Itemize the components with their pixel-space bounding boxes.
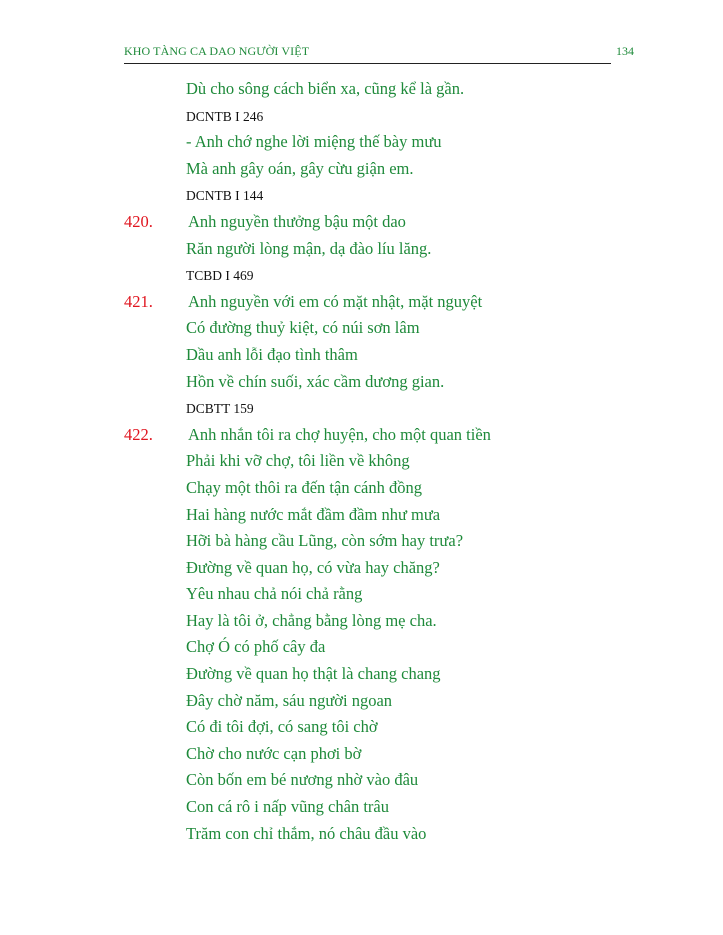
verse-text: Răn người lòng mận, dạ đào líu lăng. — [186, 238, 432, 258]
verse-text: Hai hàng nước mắt đầm đầm như mưa — [186, 504, 441, 524]
verse-line — [0, 583, 723, 610]
verse-text: Có đi tôi đợi, có sang tôi chờ — [186, 717, 378, 737]
source-citation: DCBTT 159 — [186, 401, 254, 417]
verse-line — [0, 317, 723, 344]
verse-line — [0, 663, 723, 690]
page-header — [124, 44, 634, 64]
verse-text: Còn bốn em bé nương nhờ vào đâu — [186, 770, 419, 790]
verse-line — [0, 131, 723, 158]
verse-number: 422. — [124, 424, 153, 444]
source-citation-line — [0, 184, 723, 211]
verse-text: Hỡi bà hàng cầu Lũng, còn sớm hay trưa? — [186, 531, 464, 551]
poem-body — [0, 78, 723, 849]
source-citation-line — [0, 264, 723, 291]
verse-line — [0, 504, 723, 531]
verse-text: Chạy một thôi ra đến tận cánh đồng — [186, 477, 422, 497]
verse-text: Con cá rô i nấp vũng chân trâu — [186, 797, 389, 817]
verse-line — [0, 769, 723, 796]
verse-number: 421. — [124, 291, 153, 311]
source-citation: DCNTB I 144 — [186, 188, 264, 204]
verse-line — [0, 211, 723, 238]
verse-text: Anh nguyền thưởng bậu một dao — [188, 211, 406, 231]
verse-text: Đường về quan họ thật là chang chang — [186, 664, 441, 684]
header-divider — [124, 63, 611, 64]
verse-line — [0, 238, 723, 265]
verse-text: Anh nguyền với em có mặt nhật, mặt nguyệt — [188, 291, 483, 311]
verse-line — [0, 690, 723, 717]
verse-text: Có đường thuỷ kiệt, có núi sơn lâm — [186, 318, 420, 338]
verse-text: Hay là tôi ở, chẳng bằng lòng mẹ cha. — [186, 610, 437, 630]
verse-line — [0, 291, 723, 318]
verse-text: Anh nhắn tôi ra chợ huyện, cho một quan tiền — [188, 424, 491, 444]
verse-line — [0, 424, 723, 451]
verse-line — [0, 823, 723, 850]
source-citation: TCBD I 469 — [186, 268, 254, 284]
verse-text: Dù cho sông cách biển xa, cũng kể là gần. — [186, 79, 465, 98]
verse-text: Hồn về chín suối, xác cầm dương gian. — [186, 371, 445, 391]
verse-line — [0, 716, 723, 743]
verse-line — [0, 371, 723, 398]
verse-text: Trăm con chỉ thắm, nó châu đầu vào — [186, 823, 427, 843]
verse-line — [0, 610, 723, 637]
verse-text: Yêu nhau chả nói chả rằng — [186, 584, 363, 604]
verse-text: Đây chờ năm, sáu người ngoan — [186, 690, 393, 710]
verse-line — [0, 450, 723, 477]
verse-text: Đường về quan họ, có vừa hay chăng? — [186, 557, 440, 577]
running-title: KHO TÀNG CA DAO NGƯỜI VIỆT — [124, 44, 310, 58]
verse-text: - Anh chớ nghe lời miệng thế bày mưu — [186, 132, 442, 152]
source-citation-line — [0, 105, 723, 132]
verse-line — [0, 344, 723, 371]
verse-text: Phải khi vỡ chợ, tôi liền về không — [186, 451, 410, 471]
verse-text: Chờ cho nước cạn phơi bờ — [186, 743, 362, 763]
verse-number: 420. — [124, 211, 153, 231]
verse-line — [0, 530, 723, 557]
verse-line — [0, 557, 723, 584]
page-number: 134 — [616, 44, 634, 58]
verse-line — [0, 743, 723, 770]
verse-line — [0, 796, 723, 823]
verse-text: Mà anh gây oán, gây cừu giận em. — [186, 158, 414, 178]
verse-line — [0, 78, 723, 105]
verse-line — [0, 477, 723, 504]
verse-text: Chợ Ó có phố cây đa — [186, 637, 326, 657]
source-citation: DCNTB I 246 — [186, 108, 264, 124]
verse-line — [0, 158, 723, 185]
verse-text: Dầu anh lỗi đạo tình thâm — [186, 344, 358, 364]
verse-line — [0, 636, 723, 663]
source-citation-line — [0, 397, 723, 424]
